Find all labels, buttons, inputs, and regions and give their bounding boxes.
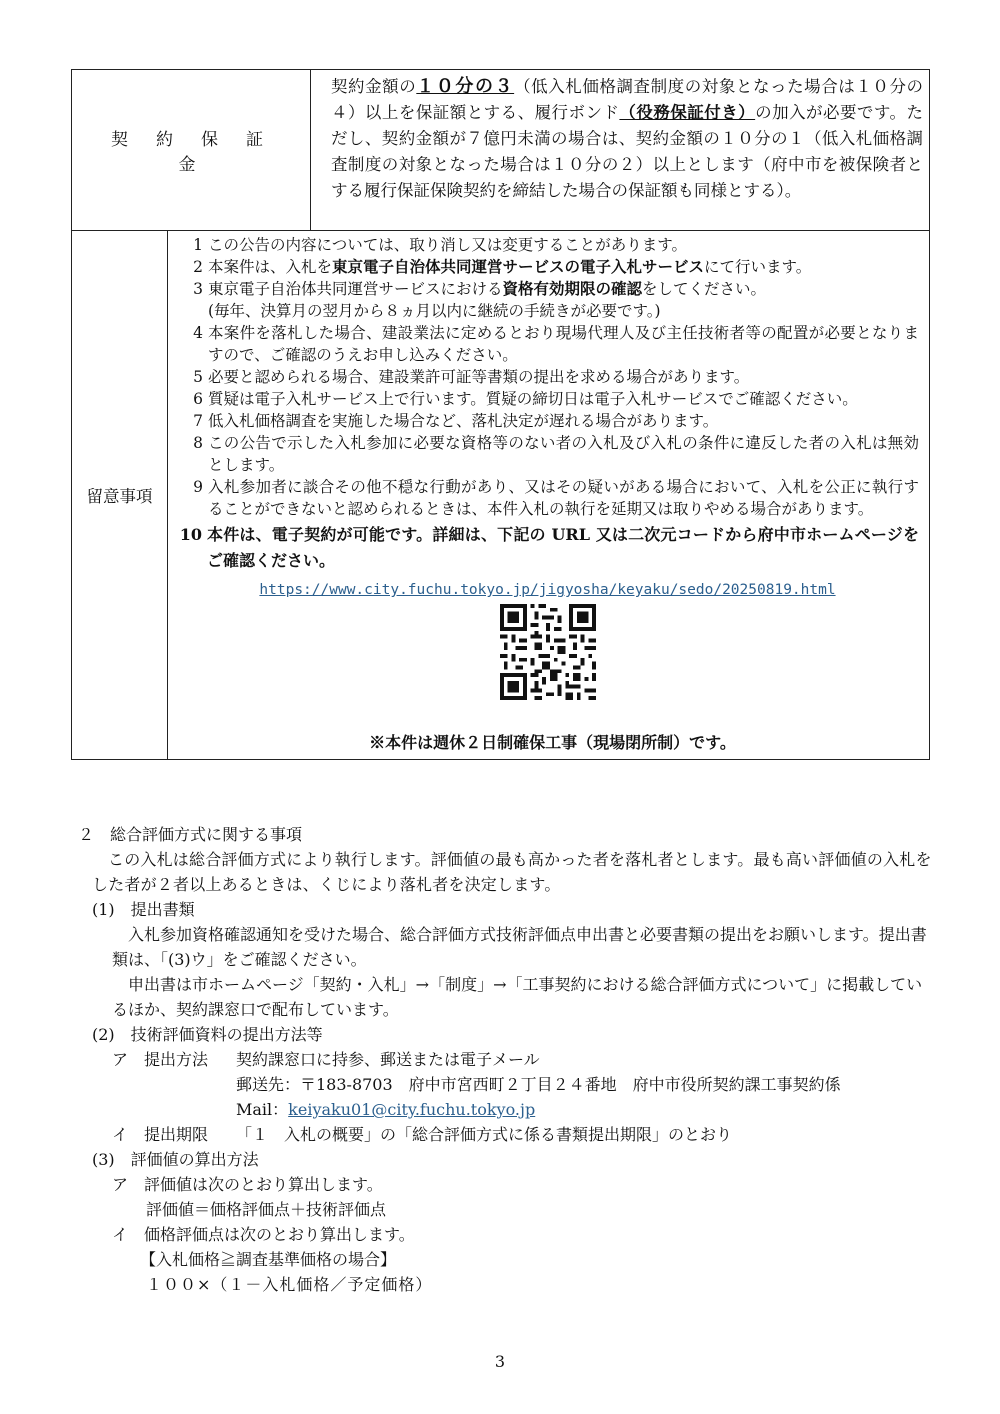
note-item: 6 質疑は電子入札サービス上で行います。質疑の締切日は電子入札サービスでご確認ください。 — [193, 390, 858, 408]
eval-item: ア 評価値は次のとおり算出します。 — [112, 1175, 383, 1194]
price-formula: １００×（１－入札価格／予定価格） — [146, 1275, 433, 1294]
note-item: 3 東京電子自治体共同運営サービスにおける資格有効期限の確認をしてください。 (毎年、決算月の翌月から８ヵ月以内に継続の手続きが必要です。) — [193, 279, 767, 320]
mail-link[interactable]: keiyaku01@city.fuchu.tokyo.jp — [288, 1100, 536, 1119]
section-intro: この入札は総合評価方式により執行します。評価値の最も高かった者を落札者とします。最も高い評価値の入札をした者が２者以上あるときは、くじにより落札者を決定します。 — [92, 850, 932, 894]
subsection-heading: (1) 提出書類 — [92, 900, 195, 919]
subsection-heading: (3) 評価値の算出方法 — [92, 1150, 259, 1169]
submission-method: ア 提出方法 契約課窓口に持参、郵送または電子メール — [112, 1050, 540, 1069]
conditions-table — [71, 69, 930, 760]
submission-deadline: イ 提出期限 「１ 入札の概要」の「総合評価方式に係る書類提出期限」のとおり — [112, 1125, 733, 1144]
info-url-link[interactable]: https://www.city.fuchu.tokyo.jp/jigyosha/keyaku/sedo/20250819.html — [259, 582, 836, 598]
note-item: 5 必要と認められる場合、建設業許可証等書類の提出を求める場合があります。 — [193, 368, 750, 386]
eval-formula: 評価値＝価格評価点＋技術評価点 — [146, 1200, 387, 1219]
note-item: 8 この公告で示した入札参加に必要な資格等のない者の入札及び入札の条件に違反した者の入札は無効とします。 — [193, 434, 919, 474]
section2 — [78, 822, 933, 1297]
bond-note: （役務保証付き） — [619, 103, 756, 122]
eval-case: 【入札価格≧調査基準価格の場合】 — [140, 1250, 397, 1269]
note-item: 7 低入札価格調査を実施した場合など、落札決定が遅れる場合があります。 — [193, 412, 719, 430]
deposit-ratio: １０分の３ — [416, 76, 515, 97]
section-heading: ２ 総合評価方式に関する事項 — [78, 825, 303, 844]
qr-code-icon[interactable] — [500, 604, 596, 700]
notes-row — [72, 231, 930, 760]
contract-deposit-label: 契約保証金 — [72, 70, 311, 231]
contract-deposit-row — [72, 70, 930, 231]
note-item: 2 本案件は、入札を東京電子自治体共同運営サービスの電子入札サービスにて行います。 — [193, 257, 812, 276]
note-item: 9 入札参加者に談合その他不穏な行動があり、又はその疑いがある場合において、入札を公正に執行することができないと認められるときは、本件入札の執行を延期又は取りやめる場合があります。 — [193, 478, 919, 518]
note-item: 1 この公告の内容については、取り消し又は変更することがあります。 — [193, 236, 687, 254]
note-item: 4 本案件を落札した場合、建設業法に定めるとおり現場代理人及び主任技術者等の配置が必要となりますので、ご確認のうえお申し込みください。 — [193, 324, 919, 364]
notes-list — [168, 231, 930, 760]
paragraph: 入札参加資格確認通知を受けた場合、総合評価方式技術評価点申出書と必要書類の提出をお願いします。提出書類は、「(3)ウ」をご確認ください。 — [112, 925, 927, 969]
note-item-electronic-contract: 10 本件は、電子契約が可能です。詳細は、下記の URL 又は二次元コードから府中市ホームページをご確認ください。 — [179, 525, 919, 570]
notes-label: 留意事項 — [72, 231, 168, 760]
paragraph: 申出書は市ホームページ「契約・入札」→「制度」→「工事契約における総合評価方式について」に掲載しているほか、契約課窓口で配布しています。 — [112, 975, 923, 1019]
eval-item: イ 価格評価点は次のとおり算出します。 — [112, 1225, 415, 1244]
page-number: 3 — [494, 1352, 506, 1371]
contract-deposit-text: 契約金額の１０分の３（低入札価格調査制度の対象となった場合は１０分の４）以上を保証額とする、履行ボンド（役務保証付き）の加入が必要です。ただし、契約金額が７億円未満の場合は、契約金額の１０分の１（低入札価格調査制度の対象となった場合は１０分の２）以上とします（府中市を被保険者とする履行保証保険契約を締結した場合の保証額も同様とする）。 — [311, 70, 930, 231]
mail-line: Mail：keiyaku01@city.fuchu.tokyo.jp — [236, 1100, 536, 1119]
subsection-heading: (2) 技術評価資料の提出方法等 — [92, 1025, 323, 1044]
postal-address: 郵送先：〒183-8703 府中市宮西町２丁目２４番地 府中市役所契約課工事契約係 — [236, 1075, 841, 1094]
weekly-holiday-note: ※本件は週休２日制確保工事（現場閉所制）です。 — [369, 733, 736, 752]
